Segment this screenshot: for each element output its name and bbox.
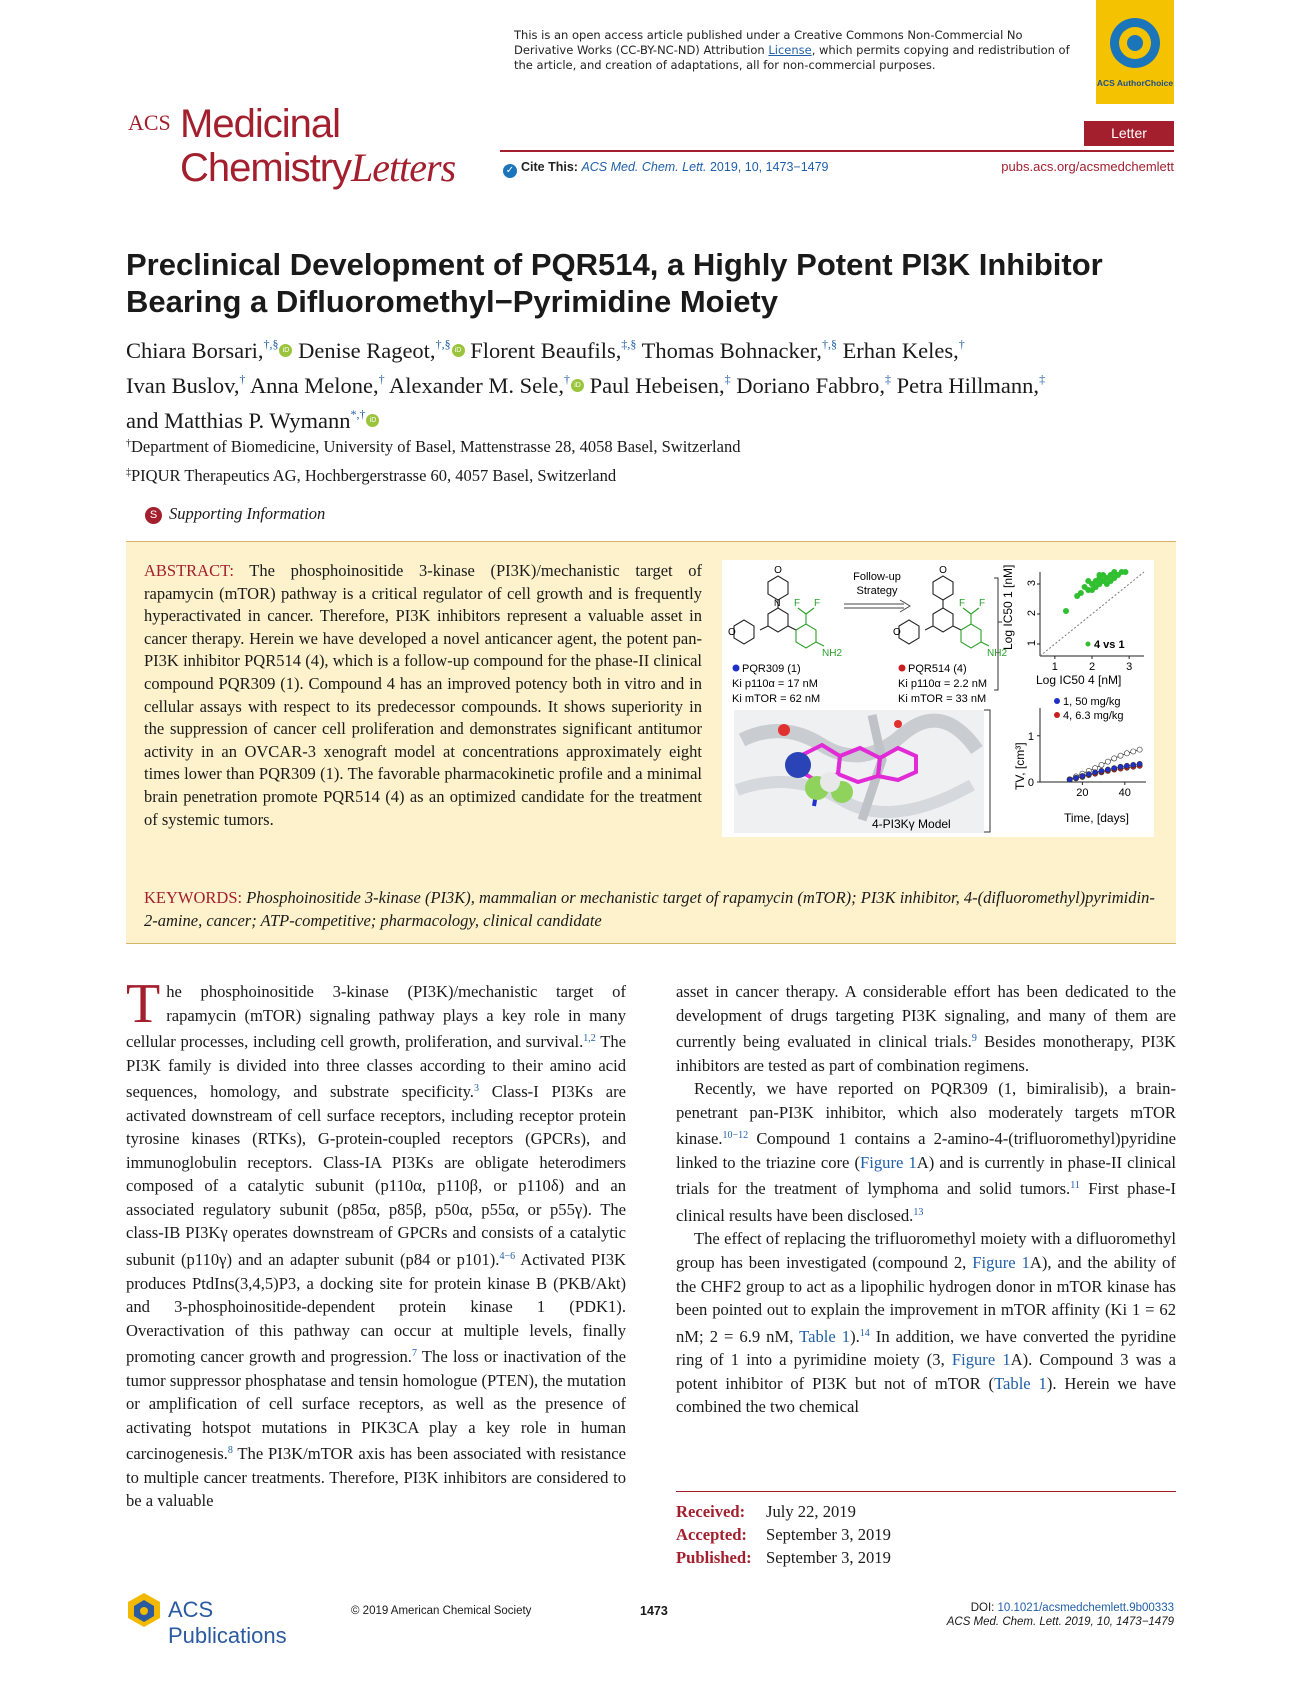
scatter-x-tick-label: 3 bbox=[1126, 661, 1133, 673]
scatter-point bbox=[1122, 569, 1128, 575]
authorchoice-icon bbox=[1110, 18, 1160, 68]
ref-link[interactable]: 4−6 bbox=[499, 1251, 516, 1263]
abstract-box bbox=[126, 541, 1176, 944]
author-name: and Matthias P. Wymann bbox=[126, 408, 351, 433]
author[interactable] bbox=[250, 373, 385, 398]
figure-link[interactable]: Figure 1 bbox=[972, 1253, 1030, 1273]
scatter-y-tick-label: 3 bbox=[1026, 580, 1038, 587]
journal-logo-line2 bbox=[180, 144, 455, 191]
published-label: Published: bbox=[676, 1548, 752, 1567]
scatter-legend: 4 vs 1 bbox=[1094, 639, 1125, 651]
doi-line bbox=[947, 1601, 1174, 1615]
author-name: Thomas Bohnacker, bbox=[641, 338, 822, 363]
author[interactable] bbox=[843, 338, 965, 363]
keywords-heading: KEYWORDS: bbox=[144, 888, 243, 907]
acs-hexagon-icon bbox=[126, 1591, 162, 1629]
tv-legend-1: 1, 50 mg/kg bbox=[1063, 696, 1121, 708]
paragraph bbox=[126, 973, 627, 1513]
scatter-point bbox=[1089, 587, 1095, 593]
toc-svg bbox=[722, 560, 1154, 837]
text-run: A). Compound 3 was a potent inhibitor of PI3K but not of mTOR ( bbox=[676, 1350, 1176, 1393]
badge-caption: ACS AuthorChoice bbox=[1096, 78, 1174, 88]
history-published bbox=[676, 1548, 891, 1568]
author[interactable] bbox=[470, 338, 636, 363]
tv-legend-marker bbox=[1054, 712, 1060, 718]
tv-series-point bbox=[1073, 775, 1078, 780]
scatter-point bbox=[1078, 590, 1084, 596]
body-column-left bbox=[126, 973, 627, 1513]
text-run: asset in cancer therapy. A considerable effort has been dedicated to the development of drugs targeting PI3K signaling, and many of them are currently being evaluated in clinical trials. bbox=[676, 982, 1176, 1052]
cmp4-ki-b: Ki mTOR = 33 nM bbox=[898, 693, 987, 705]
journal-url[interactable]: pubs.acs.org/acsmedchemlett bbox=[1001, 159, 1174, 174]
tv-legend-2: 4, 6.3 mg/kg bbox=[1063, 710, 1124, 722]
author-affiliation-mark: † bbox=[378, 372, 385, 386]
scatter-point bbox=[1096, 572, 1102, 578]
orcid-icon[interactable]: iD bbox=[452, 344, 465, 357]
journal-logo-line1: Medicinal bbox=[180, 102, 340, 146]
doi-label: DOI: bbox=[970, 1602, 998, 1614]
author-name: Denise Rageot, bbox=[298, 338, 436, 363]
cmp1-f1: F bbox=[794, 598, 801, 609]
author-affiliation-mark: ‡ bbox=[1039, 372, 1046, 386]
author-name: Petra Hillmann, bbox=[896, 373, 1040, 398]
author-affiliation-mark: ‡ bbox=[724, 372, 731, 386]
tv-series-point bbox=[1137, 761, 1142, 766]
text-run: The PI3K/mTOR axis has been associated with resistance to multiple cancer treatments. Therefore, PI3K inhibitors are considered to be a valuable bbox=[126, 1444, 626, 1511]
follow-up-arrow-icon bbox=[844, 600, 910, 612]
orcid-icon[interactable]: iD bbox=[571, 379, 584, 392]
text-run: Besides monotherapy, PI3K inhibitors are tested as part of combination regimens. bbox=[676, 1032, 1176, 1075]
check-icon: ✓ bbox=[503, 164, 517, 178]
cmp1-n: N bbox=[774, 598, 781, 608]
keywords-list: Phosphoinositide 3-kinase (PI3K), mammalian or mechanistic target of rapamycin (mTOR); PI3K inhibitor, 4-(difluoromethyl)pyrimidin-2-amine, cancer; ATP-competitive; pharmacology, clinical candidate bbox=[144, 888, 1155, 930]
acs-authorchoice-badge[interactable] bbox=[1096, 0, 1174, 104]
supporting-info-icon: S bbox=[145, 507, 162, 524]
affiliation-1-text: Department of Biomedicine, University of Basel, Mattenstrasse 28, 4058 Basel, Switzerland bbox=[131, 437, 741, 456]
affiliation-1-mark: † bbox=[126, 438, 131, 449]
ref-link[interactable]: 3 bbox=[473, 1083, 479, 1095]
author-affiliation-mark: †,§ bbox=[435, 337, 451, 351]
history-rule bbox=[676, 1491, 1176, 1492]
copyright: © 2019 American Chemical Society bbox=[351, 1605, 532, 1617]
tv-series-point bbox=[1067, 777, 1072, 782]
cmp1-bullet bbox=[733, 665, 740, 672]
supporting-information-link[interactable] bbox=[145, 504, 325, 524]
figure-link[interactable]: Figure 1 bbox=[860, 1152, 917, 1172]
scatter-y-tick-label: 2 bbox=[1026, 610, 1038, 617]
text-run: The effect of replacing the trifluoromethyl moiety with a difluoromethyl group has been investigated (compound 2, bbox=[676, 1229, 1176, 1273]
footer-citation: ACS Med. Chem. Lett. 2019, 10, 1473−1479 bbox=[946, 1616, 1174, 1628]
license-link[interactable]: License bbox=[768, 43, 812, 57]
scatter-x-tick-label: 1 bbox=[1051, 661, 1058, 673]
tv-y-tick-label: 0 bbox=[1027, 777, 1034, 789]
author-affiliation-mark: *,† bbox=[350, 407, 366, 421]
tv-series-point bbox=[1093, 770, 1098, 775]
text-run: A), and the ability of the CHF2 group to act as a lipophilic hydrogen donor in mTOR kinase has been pointed out to explain the improvement in mTOR affinity (Ki 1 = 62 nM; 2 = 6.9 nM, bbox=[676, 1253, 1176, 1346]
author-affiliation-mark: †,§ bbox=[263, 337, 279, 351]
cmp1-ki-a: Ki p110α = 17 nM bbox=[732, 678, 818, 690]
affiliation-2-text: PIQUR Therapeutics AG, Hochbergerstrasse 60, 4057 Basel, Switzerland bbox=[131, 466, 617, 485]
license-text-before: This is an open access article published under a Creative Commons Non-Commercial No Derivative Works (CC-BY-NC-ND) Attribution bbox=[514, 28, 1023, 57]
author-affiliation-mark: † bbox=[958, 337, 965, 351]
tv-series-point bbox=[1118, 753, 1123, 758]
orcid-icon[interactable]: iD bbox=[366, 414, 379, 427]
received-label: Received: bbox=[676, 1502, 746, 1521]
tv-x-tick-label: 40 bbox=[1118, 787, 1131, 799]
accepted-date: September 3, 2019 bbox=[766, 1525, 891, 1544]
tv-series-point bbox=[1124, 763, 1129, 768]
cmp1-ki-b: Ki mTOR = 62 nM bbox=[732, 693, 821, 705]
affiliation-2-mark: ‡ bbox=[126, 467, 131, 478]
author[interactable] bbox=[126, 338, 292, 363]
text-run: Compound 1 contains a 2-amino-4-(trifluoromethyl)pyridine linked to the triazine core ( bbox=[676, 1129, 1176, 1172]
ref-link[interactable]: 13 bbox=[913, 1206, 924, 1218]
scatter-y-tick-label: 1 bbox=[1026, 640, 1038, 647]
article-type-tag: Letter bbox=[1084, 121, 1174, 146]
paragraph bbox=[676, 980, 1176, 1077]
tv-series-point bbox=[1112, 756, 1117, 761]
affiliation-1 bbox=[126, 437, 740, 457]
cite-journal: ACS Med. Chem. Lett. bbox=[581, 160, 707, 174]
paragraph bbox=[676, 1227, 1176, 1418]
paragraph bbox=[676, 1077, 1176, 1227]
cmp4-ki-a: Ki p110α = 2.2 nM bbox=[898, 678, 988, 690]
published-date: September 3, 2019 bbox=[766, 1548, 891, 1567]
tv-series-point bbox=[1099, 762, 1104, 767]
affiliation-2 bbox=[126, 466, 616, 486]
journal-logo-chemistry: Chemistry bbox=[180, 146, 352, 190]
tv-series-point bbox=[1105, 759, 1110, 764]
author-name: Alexander M. Sele, bbox=[389, 373, 564, 398]
tv-x-label: Time, [days] bbox=[1064, 811, 1129, 825]
cmp1-nh2: NH2 bbox=[822, 648, 843, 659]
author-affiliation-mark: † bbox=[564, 372, 570, 386]
author-name: Doriano Fabbro, bbox=[736, 373, 885, 398]
ref-link[interactable]: 1,2 bbox=[583, 1033, 596, 1045]
doi-link[interactable]: 10.1021/acsmedchemlett.9b00333 bbox=[997, 1602, 1174, 1614]
ref-link[interactable]: 10−12 bbox=[722, 1130, 749, 1142]
tv-y-label: TV, [cm³] bbox=[1013, 742, 1027, 790]
table-link[interactable]: Table 1 bbox=[799, 1326, 851, 1346]
author[interactable] bbox=[590, 373, 731, 398]
doi-block bbox=[947, 1601, 1174, 1629]
ref-link[interactable]: 9 bbox=[971, 1033, 977, 1045]
tv-series-point bbox=[1086, 772, 1091, 777]
text-run: Activated PI3K produces PtdIns(3,4,5)P3, a docking site for protein kinase B (PKB/Akt) and 3-phosphoinositide-dependent protein kinase 1 (PDK1). Overactivation of this pathway can occur at multiple levels, finally promoting cancer growth and progression. bbox=[126, 1250, 627, 1367]
tumor-volume-chart bbox=[1013, 696, 1146, 825]
tv-y-tick-label: 1 bbox=[1027, 730, 1034, 743]
tv-x-tick-label: 20 bbox=[1076, 787, 1089, 799]
strategy-line2: Strategy bbox=[856, 585, 898, 597]
history-accepted bbox=[676, 1525, 891, 1545]
scatter-x-label: Log IC50 4 [nM] bbox=[1036, 673, 1122, 687]
scatter-point bbox=[1063, 608, 1069, 614]
article-title: Preclinical Development of PQR514, a Highly Potent PI3K Inhibitor Bearing a Difluoromethyl−Pyrimidine Moiety bbox=[126, 247, 1103, 319]
tv-series-point bbox=[1105, 767, 1110, 772]
abstract-body: The phosphoinositide 3-kinase (PI3K)/mechanistic target of rapamycin (mTOR) pathway is a critical regulator of cell growth and is frequently hyperactivated in cancer. Therefore, PI3K inhibitors represent a valuable asset in cancer therapy. Herein we have developed a novel anticancer agent, the potent pan-PI3K inhibitor PQR514 (4), which is a follow-up compound for the phase-II clinical compound PQR309 (1). Compound 4 has an improved potency both in vitro and in cellular assays with respect to its predecessor compounds. It shows superiority in the suppression of cancer cell proliferation and demonstrates significant antitumor activity in an OVCAR-3 xenograft model at concentrations approximately eight times lower than PQR309 (1). The favorable pharmacokinetic profile and a minimal brain penetration promote PQR514 (4) as an optimized candidate for the treatment of systemic tumors. bbox=[144, 561, 702, 829]
cmp4-o-left: O bbox=[893, 627, 901, 638]
model-label: 4-PI3Kγ Model bbox=[872, 817, 951, 831]
author-affiliation-mark: †,§ bbox=[821, 337, 837, 351]
cite-this[interactable] bbox=[503, 160, 829, 178]
text-run: In addition, we have converted the pyridine ring of 1 into a pyrimidine moiety (3, bbox=[676, 1326, 1177, 1370]
supporting-info-label: Supporting Information bbox=[169, 504, 326, 523]
acs-publications-logo[interactable] bbox=[126, 1591, 336, 1648]
scatter-chart bbox=[1001, 565, 1144, 687]
compound-1-structure bbox=[734, 576, 824, 648]
toc-graphic bbox=[722, 560, 1154, 837]
strategy-line1: Follow-up bbox=[853, 571, 901, 583]
model-bracket bbox=[984, 710, 990, 832]
journal-logo-acs: ACS bbox=[128, 110, 171, 135]
tv-series-point bbox=[1124, 751, 1129, 756]
cite-label: Cite This: bbox=[521, 160, 578, 174]
dropcap: T bbox=[126, 973, 161, 1035]
journal-logo-letters: Letters bbox=[351, 145, 456, 190]
table-link[interactable]: Table 1 bbox=[994, 1373, 1047, 1393]
publisher-name: ACS Publications bbox=[168, 1597, 287, 1648]
keywords bbox=[144, 887, 1164, 932]
figure-link[interactable]: Figure 1 bbox=[951, 1350, 1011, 1370]
author[interactable] bbox=[126, 408, 379, 433]
text-run: The PI3K family is divided into three classes according to their amino acid sequences, homology, and substrate specificity. bbox=[126, 1032, 626, 1102]
cmp1-f2: F bbox=[814, 598, 821, 609]
author-name: Paul Hebeisen, bbox=[589, 373, 725, 398]
cmp4-nh2: NH2 bbox=[987, 648, 1008, 659]
author[interactable] bbox=[736, 373, 891, 398]
compound-4-structure bbox=[899, 576, 989, 648]
ref-link[interactable]: 14 bbox=[859, 1327, 870, 1339]
ref-link[interactable]: 7 bbox=[411, 1348, 417, 1360]
author-name: Erhan Keles, bbox=[842, 338, 959, 363]
author-name: Ivan Buslov, bbox=[126, 373, 240, 398]
text-run: First phase-I clinical results have been disclosed. bbox=[676, 1179, 1176, 1225]
author-name: Florent Beaufils, bbox=[470, 338, 622, 363]
journal-logo[interactable] bbox=[128, 102, 498, 194]
received-date: July 22, 2019 bbox=[766, 1502, 856, 1521]
body-column-right bbox=[676, 980, 1176, 1419]
tv-series-point bbox=[1131, 749, 1136, 754]
cmp4-f1: F bbox=[959, 598, 966, 609]
scatter-legend-marker bbox=[1086, 642, 1091, 647]
abstract-heading: ABSTRACT: bbox=[144, 561, 234, 580]
cmp1-o-left: O bbox=[728, 627, 736, 638]
cmp1-label: PQR309 (1) bbox=[742, 663, 801, 675]
text-run: The loss or inactivation of the tumor suppressor phosphatase and tensin homologue (PTEN), the mutation or amplification of cell surface receptors, as well as the presence of activating hotspot mutations in PIK3CA play a key role in human carcinogenesis. bbox=[126, 1347, 626, 1464]
cmp4-f2: F bbox=[979, 598, 986, 609]
accepted-label: Accepted: bbox=[676, 1525, 747, 1544]
author-name: Anna Melone, bbox=[249, 373, 379, 398]
tv-series-point bbox=[1080, 773, 1085, 778]
text-run: Class-I PI3Ks are activated downstream of cell surface receptors, including receptor protein tyrosine kinases (RTKs), G-protein-coupled receptors (GPCRs), and immunoglobulin receptors. Class-IA PI3Ks are obligate heterodimers composed of a catalytic subunit (p110α, p110β, or p110δ) and an associated regulatory subunit (p85α, p85β, p50α, p55α, or p55γ). The class-IB PI3Kγ operates downstream of GPCRs and consists of a catalytic subunit (p110γ) and an adapter subunit (p84 or p101). bbox=[126, 1082, 626, 1270]
scatter-point bbox=[1085, 578, 1091, 584]
author-list bbox=[126, 330, 1176, 435]
text-run: Recently, we have reported on PQR309 (1, bimiralisib), a brain-penetrant pan-PI3K inhibitor, which also moderately targets mTOR kinase. bbox=[676, 1079, 1176, 1149]
text-run: ). Herein we have combined the two chemical bbox=[676, 1373, 1176, 1417]
scatter-y-label: Log IC50 1 [nM] bbox=[1001, 564, 1015, 650]
author-affiliation-mark: ‡,§ bbox=[621, 337, 637, 351]
cite-volume: 2019, 10, 1473−1479 bbox=[709, 160, 829, 174]
text-run: A) and is currently in phase-II clinical trials for the treatment of lymphoma and solid tumors. bbox=[676, 1152, 1176, 1199]
orcid-icon[interactable]: iD bbox=[279, 344, 292, 357]
tv-series-point bbox=[1137, 747, 1142, 752]
abstract bbox=[144, 560, 702, 831]
cmp4-o-top: O bbox=[939, 565, 947, 576]
author[interactable] bbox=[897, 373, 1045, 398]
author[interactable] bbox=[126, 373, 246, 398]
author[interactable] bbox=[642, 338, 837, 363]
author[interactable] bbox=[298, 338, 464, 363]
author[interactable] bbox=[389, 373, 584, 398]
tv-legend-marker bbox=[1054, 698, 1060, 704]
tv-series-point bbox=[1112, 766, 1117, 771]
cmp4-label: PQR514 (4) bbox=[908, 663, 967, 675]
header-rule bbox=[500, 150, 1174, 152]
ref-link[interactable]: 8 bbox=[227, 1445, 233, 1457]
ref-link[interactable]: 11 bbox=[1070, 1180, 1080, 1192]
tv-series-point bbox=[1131, 762, 1136, 767]
author-affiliation-mark: ‡ bbox=[884, 372, 891, 386]
history-received bbox=[676, 1502, 856, 1522]
page-number: 1473 bbox=[640, 1604, 668, 1618]
cmp1-o-top: O bbox=[774, 565, 782, 576]
scatter-x-tick-label: 2 bbox=[1088, 661, 1096, 673]
text-run: he phosphoinositide 3-kinase (PI3K)/mechanistic target of rapamycin (mTOR) signaling pathway plays a key role in many cellular processes, including cell growth, proliferation, and survival. bbox=[126, 982, 626, 1052]
author-name: Chiara Borsari, bbox=[126, 338, 264, 363]
tv-series-point bbox=[1099, 768, 1104, 773]
text-run: ). bbox=[850, 1326, 860, 1346]
pi3k-model-image bbox=[734, 710, 984, 833]
tv-series-point bbox=[1118, 764, 1123, 769]
license-notice bbox=[514, 28, 1080, 73]
author-affiliation-mark: † bbox=[239, 372, 246, 386]
license-text-after: , which permits copying and redistribution of the article, and creation of adaptations, all for non-commercial purposes. bbox=[514, 43, 1070, 72]
cmp4-bullet bbox=[899, 665, 906, 672]
